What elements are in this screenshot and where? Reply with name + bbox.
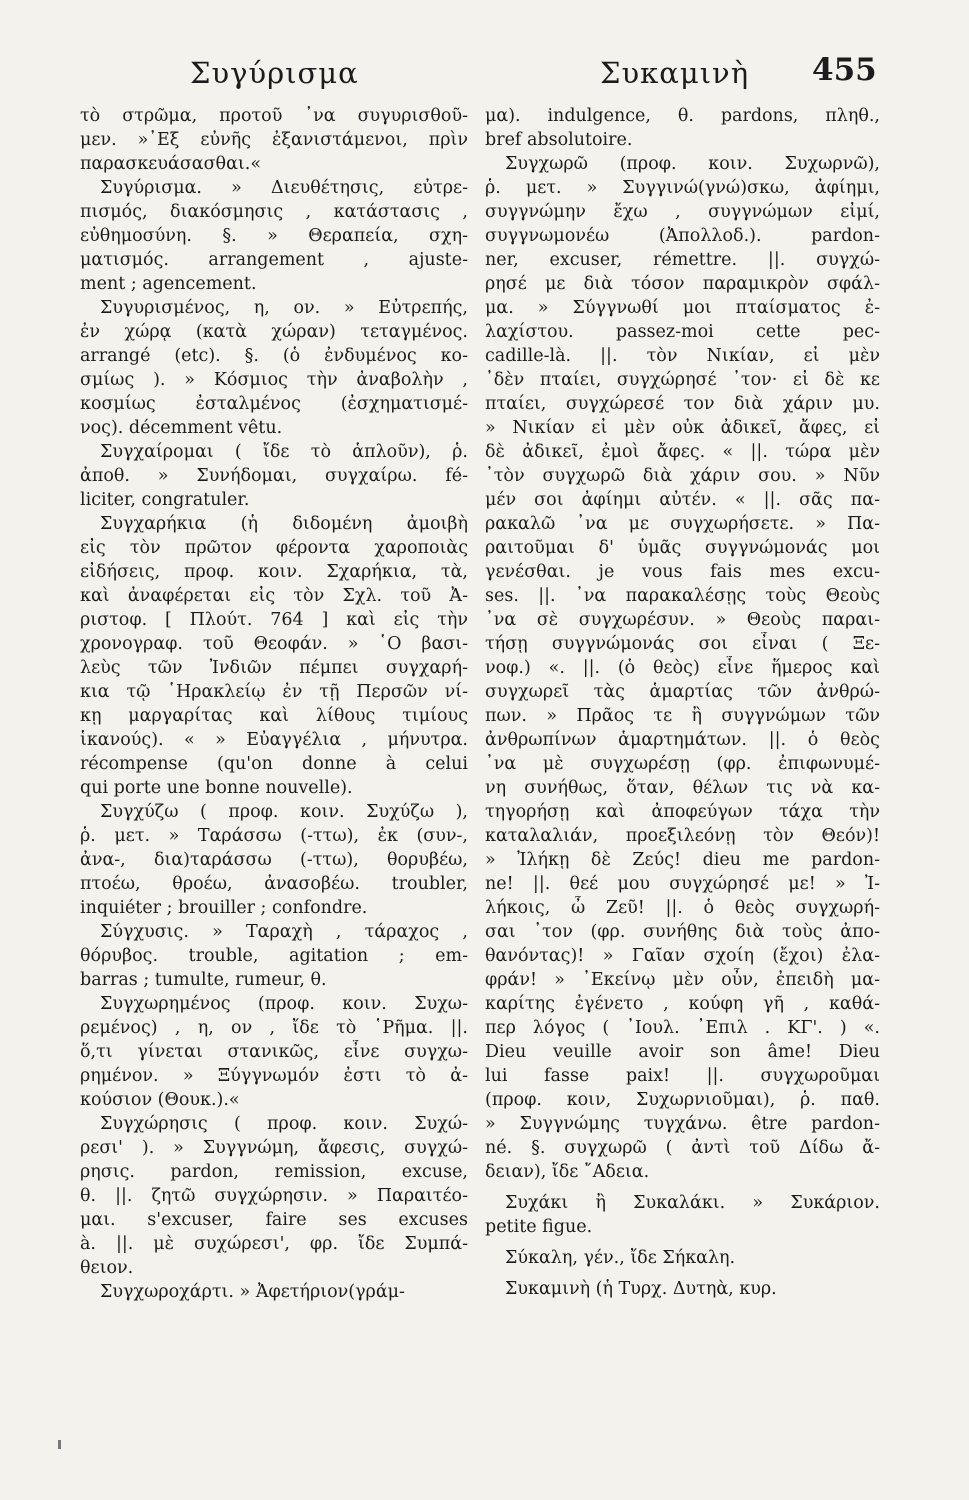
text-line: σαι ᾽τον (φρ. συνήθης διὰ τοὺς ἀπο-	[485, 922, 880, 942]
text-line: ἀποθ. » Συνήδομαι, συγχαίρω. fé-	[80, 466, 468, 486]
right-column	[485, 104, 880, 1301]
text-line: Dieu veuille avoir son âme! Dieu	[485, 1042, 880, 1062]
text-line: συγχωρεῖ τὰς ἁμαρτίας τῶν ἀνθρώ-	[485, 682, 880, 702]
text-line: » Νικίαν εἰ μὲν οὐκ ἀδικεῖ, ἄφες, εἰ	[485, 418, 880, 438]
text-line: χρονογραφ. τοῦ Θεοφάν. » ῾Ο βασι-	[80, 634, 468, 654]
page-number: 455	[812, 52, 877, 88]
text-line: γενέσθαι. je vous fais mes excu-	[485, 562, 880, 582]
text-line: ἱκανούς). « » Εὐαγγέλια , μήνυτρα.	[80, 730, 468, 750]
text-line: πτοέω, θροέω, ἀνασοβέω. troubler,	[80, 874, 468, 894]
text-line: Σύκαλη, γέν., ἴδε Σήκαλη.	[505, 1248, 736, 1268]
text-line: κούσιον (Θουκ.).«	[80, 1090, 240, 1110]
text-line: ἀνθρωπίνων ἁμαρτημάτων. ||. ὁ θεὸς	[485, 730, 880, 750]
text-line: συγγνωμονέω (Ἀπολλοδ.). pardon-	[485, 226, 880, 246]
left-column	[80, 104, 468, 1304]
print-speck	[58, 1440, 61, 1449]
text-line: δὲ ἀδικεῖ, ἐμοὶ ἄφες. « ||. τώρα μὲν	[485, 442, 880, 462]
text-line: petite figue.	[485, 1217, 593, 1237]
text-line: λεὺς τῶν Ἰνδιῶν πέμπει συγχαρή-	[80, 658, 468, 678]
text-line: μέν σοι ἀφίημι αὐτέν. « ||. σᾶς πα-	[485, 490, 880, 510]
text-line: καταλαλιάν, προεξιλεόνῃ τὸν Θεόν)!	[485, 826, 880, 846]
text-line: qui porte une bonne nouvelle).	[80, 778, 353, 798]
text-line: πων. » Πρᾶος τε ἢ συγγνώμων τῶν	[485, 706, 880, 726]
text-line: » Ἰλήκῃ δὲ Ζεύς! dieu me pardon-	[485, 850, 880, 870]
text-line: σμίως ). » Κόσμιος τὴν ἀναβολὴν ,	[80, 370, 468, 390]
entry-gap	[485, 1239, 880, 1246]
text-line: εἰδήσεις, προφ. κοιν. Σχαρήκια, τὰ,	[80, 562, 468, 582]
text-line: ρησέ με διὰ τόσον παραμικρὸν σφάλ-	[485, 274, 880, 294]
text-line: θανόντας)! » Γαῖαν σχοίη (ἔχοι) ἐλα-	[485, 946, 880, 966]
text-line: liciter, congratuler.	[80, 490, 250, 510]
text-line: Συχάκι ἢ Συκαλάκι. » Συκάριον.	[505, 1193, 880, 1213]
text-line: ᾽δὲν πταίει, συγχώρησέ ᾽τον· εἰ δὲ κε	[485, 370, 880, 390]
text-line: ματισμός. arrangement , ajuste-	[80, 250, 468, 270]
text-line: πισμός, διακόσμησις , κατάστασις ,	[80, 202, 468, 222]
text-line: Συγχύζω ( προφ. κοιν. Συχύζω ),	[100, 802, 468, 822]
text-line: à. ||. μὲ συχώρεσι', φρ. ἴδε Συμπά-	[80, 1234, 468, 1254]
text-line: ριστοφ. [ Πλούτ. 764 ] καὶ εἰς τὴν	[80, 610, 468, 630]
text-line: » Συγγνώμης τυγχάνω. être pardon-	[485, 1114, 880, 1134]
text-line: καὶ ἀναφέρεται εἰς τὸν Σχλ. τοῦ Ἀ-	[80, 586, 468, 606]
entry-gap	[485, 1270, 880, 1277]
text-line: νοφ.) «. ||. (ὁ θεὸς) εἶνε ἥμερος καὶ	[485, 658, 880, 678]
text-line: ᾽τὸν συγχωρῶ διὰ χάριν σου. » Νῦν	[485, 466, 880, 486]
text-line: inquiéter ; brouiller ; confondre.	[80, 898, 368, 918]
text-line: τήσῃ συγγνώμονάς σοι εἶναι ( Ξε-	[485, 634, 880, 654]
text-line: Συγχωρημένος (προφ. κοιν. Συχω-	[100, 994, 468, 1014]
text-line: ρησις. pardon, remission, excuse,	[80, 1162, 468, 1182]
text-line: ἐν χώρᾳ (κατὰ χώραν) τεταγμένος.	[80, 322, 468, 342]
text-line: bref absolutoire.	[485, 130, 633, 150]
text-line: ᾽να μὲ συγχωρέσῃ (φρ. ἐπιφωνυμέ-	[485, 754, 880, 774]
text-line: εἰς τὸν πρῶτον φέροντα χαροποιὰς	[80, 538, 468, 558]
text-line: συγγνώμην ἔχω , συγγνώμων εἰμί,	[485, 202, 880, 222]
text-line: κῃ μαργαρίτας καὶ λίθους τιμίους	[80, 706, 468, 726]
text-line: ment ; agencement.	[80, 274, 257, 294]
text-line: λήκοις, ὦ Ζεῦ! ||. ὁ θεὸς συγχωρή-	[485, 898, 880, 918]
text-line: barras ; tumulte, rumeur, θ.	[80, 970, 327, 990]
text-line: τηγορήσῃ καὶ ἀποφεύγων τάχα τὴν	[485, 802, 880, 822]
text-line: τὸ στρῶμα, προτοῦ ᾽να συγυρισθοῦ-	[80, 106, 468, 126]
text-line: καρίτης ἐγένετο , κούφη γῆ , καθά-	[485, 994, 880, 1014]
text-line: φράν! » ᾽Εκείνῳ μὲν οὖν, ἐπειδὴ μα-	[485, 970, 880, 990]
text-line: θειον.	[80, 1258, 134, 1278]
text-line: ρεμένος) , η, ον , ἴδε τὸ ῾Ρῆμα. ||.	[80, 1018, 468, 1038]
text-line: νος). décemment vêtu.	[80, 418, 283, 438]
text-line: παρασκευάσασθαι.«	[80, 154, 262, 174]
text-line: cadille-là. ||. τὸν Νικίαν, εἰ μὲν	[485, 346, 880, 366]
text-line: θ. ||. ζητῶ συγχώρησιν. » Παραιτέο-	[80, 1186, 468, 1206]
text-line: Συγχαρήκια (ἡ διδομένη ἀμοιβὴ	[100, 514, 468, 534]
text-line: ner, excuser, rémettre. ||. συγχώ-	[485, 250, 880, 270]
text-line: κοσμίως ἐσταλμένος (ἐσχηματισμέ-	[80, 394, 468, 414]
text-line: νη συνήθως, ὅταν, θέλων τις νὰ κα-	[485, 778, 880, 798]
right-running-head: Συκαμινὴ	[600, 56, 750, 90]
text-line: ρημένον. » Ξύγγνωμόν ἐστι τὸ ἀ-	[80, 1066, 468, 1086]
text-line: Συγχωρῶ (προφ. κοιν. Συχωρνῶ),	[505, 154, 880, 174]
text-line: δειαν), ἴδε ῎Αδεια.	[485, 1162, 650, 1182]
text-line: né. §. συγχωρῶ ( ἀντὶ τοῦ Δίδω ἄ-	[485, 1138, 880, 1158]
text-line: ὅ,τι γίνεται στανικῶς, εἶνε συγχω-	[80, 1042, 468, 1062]
text-line: ῥ. μετ. » Ταράσσω (-ττω), ἐκ (συν-,	[80, 826, 468, 846]
page-header	[0, 50, 969, 100]
text-line: ne! ||. θεέ μου συγχώρησέ με! » Ἰ-	[485, 874, 880, 894]
text-line: μα). indulgence, θ. pardons, πληθ.,	[485, 106, 880, 126]
text-line: περ λόγος ( ᾽Ιουλ. ᾽Επιλ . ΚΓ'. ) «.	[485, 1018, 880, 1038]
text-line: μαι. s'excuser, faire ses excuses	[80, 1210, 468, 1230]
text-line: κια τῷ ῾Ηρακλείῳ ἐν τῇ Περσῶν νί-	[80, 682, 468, 702]
text-line: arrangé (etc). §. (ὁ ἐνδυμένος κο-	[80, 346, 468, 366]
text-line: εὐθημοσύνη. §. » Θεραπεία, σχη-	[80, 226, 468, 246]
text-line: ῥ. μετ. » Συγγινώ(γνώ)σκω, ἀφίημι,	[485, 178, 880, 198]
entry-gap	[485, 1184, 880, 1191]
text-line: θόρυβος. trouble, agitation ; em-	[80, 946, 468, 966]
text-line: μα. » Σύγγνωθί μοι πταίσματος ἐ-	[485, 298, 880, 318]
text-line: Συγχώρησις ( προφ. κοιν. Συχώ-	[100, 1114, 468, 1134]
text-line: (προφ. κοιν, Συχωρνιοῦμαι), ῥ. παθ.	[485, 1090, 880, 1110]
text-line: ρακαλῶ ᾽να με συγχωρήσετε. » Πα-	[485, 514, 880, 534]
text-line: Συγχωροχάρτι. » Ἀφετήριον(γράμ-	[100, 1282, 405, 1302]
text-line: Συγύρισμα. » Διευθέτησις, εὐτρε-	[100, 178, 468, 198]
text-line: Σύγχυσις. » Ταραχὴ , τάραχος ,	[100, 922, 468, 942]
text-line: μεν. »᾽Εξ εὐνῆς ἐξανιστάμενοι, πρὶν	[80, 130, 468, 150]
text-line: lui fasse paix! ||. συγχωροῦμαι	[485, 1066, 880, 1086]
text-line: πταίει, συγχώρεσέ τον διὰ χάριν μυ.	[485, 394, 880, 414]
text-line: récompense (qu'on donne à celui	[80, 754, 468, 774]
text-line: λαχίστου. passez-moi cette pec-	[485, 322, 880, 342]
text-line: Συκαμινὴ (ἡ Τυρχ. Δυτηὰ, κυρ.	[505, 1279, 777, 1299]
text-line: Συγυρισμένος, η, ον. » Εὐτρεπής,	[100, 298, 468, 318]
text-line: ρεσι' ). » Συγγνώμη, ἄφεσις, συγχώ-	[80, 1138, 468, 1158]
left-running-head: Συγύρισμα	[190, 56, 359, 90]
text-line: ses. ||. ᾽να παρακαλέσῃς τοὺς Θεοὺς	[485, 586, 880, 606]
text-line: ραιτοῦμαι δ' ὑμᾶς συγγνώμονάς μοι	[485, 538, 880, 558]
text-line: ᾽να σὲ συγχωρέσυν. » Θεοὺς παραι-	[485, 610, 880, 630]
text-line: Συγχαίρομαι ( ἴδε τὸ ἁπλοῦν), ῥ.	[100, 442, 468, 462]
text-line: ἀνα-, δια)ταράσσω (-ττω), θορυβέω,	[80, 850, 468, 870]
